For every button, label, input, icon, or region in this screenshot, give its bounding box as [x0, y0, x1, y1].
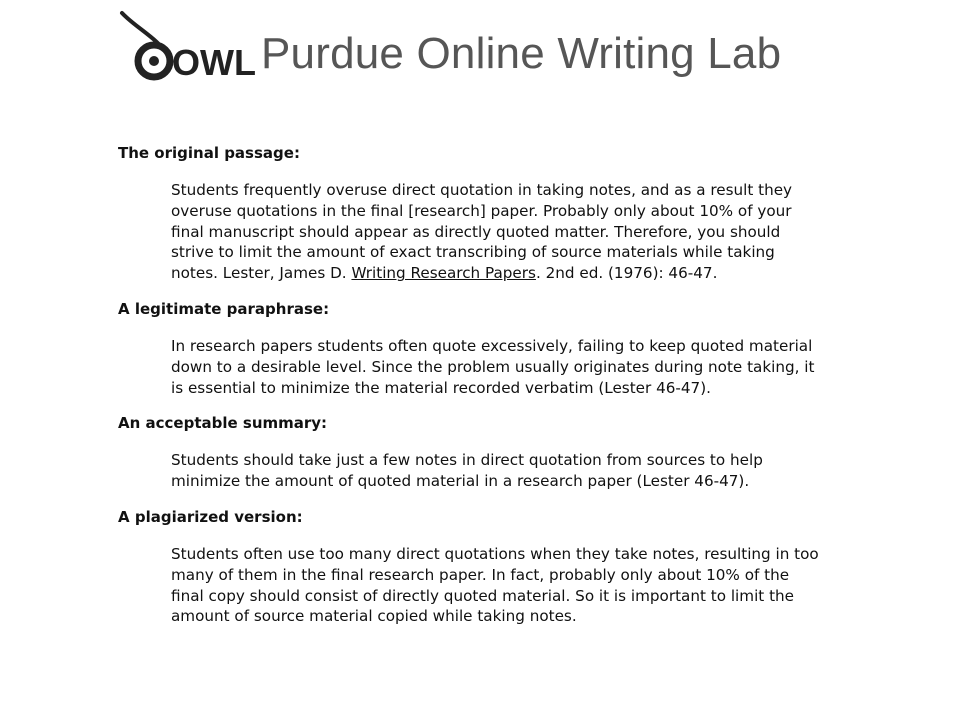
site-title[interactable]: Purdue Online Writing Lab — [261, 29, 782, 78]
document-body — [118, 143, 838, 627]
original-passage-heading: The original passage: — [118, 144, 300, 162]
original-passage-body: Students frequently overuse direct quotation in taking notes, and as a result they overuse quotations in the final [research] paper. Probably only about 10% of your final manuscript should appear as directly quoted matter. Therefore, you should strive to limit the amount of exact transcribing of source materials while taking notes. Lester, James D. — [171, 181, 793, 283]
citation-details: . 2nd ed. (1976): 46-47. — [535, 264, 718, 283]
summary-section — [118, 413, 838, 492]
paraphrase-text: In research papers students often quote excessively, failing to keep quoted material down to a desirable level. Since the problem usually originates during note taking, it is essential to minimize the material recorded verbatim (Lester 46-47). — [171, 336, 815, 397]
citation-book-title: Writing Research Papers — [351, 264, 536, 283]
plagiarized-section — [118, 507, 838, 627]
svg-text:OWL: OWL — [172, 42, 256, 83]
paraphrase-heading: A legitimate paraphrase: — [118, 299, 330, 318]
header — [118, 8, 838, 88]
summary-text: Students should take just a few notes in direct quotation from sources to help minimize the amount of quoted material in a research paper (Lester 46-47). — [171, 451, 763, 491]
original-passage-section — [118, 143, 838, 284]
paraphrase-section — [118, 299, 838, 398]
plagiarized-heading: A plagiarized version: — [118, 507, 303, 526]
summary-heading: An acceptable summary: — [118, 414, 328, 433]
owl-logo-icon — [118, 8, 256, 88]
original-passage-text — [171, 180, 826, 284]
plagiarized-text: Students often use too many direct quotations when they take notes, resulting in too many of them in the final research paper. In fact, probably only about 10% of the final copy should consist of directly quoted material. So it is important to limit the amount of source material copied while taking notes. — [171, 544, 819, 626]
